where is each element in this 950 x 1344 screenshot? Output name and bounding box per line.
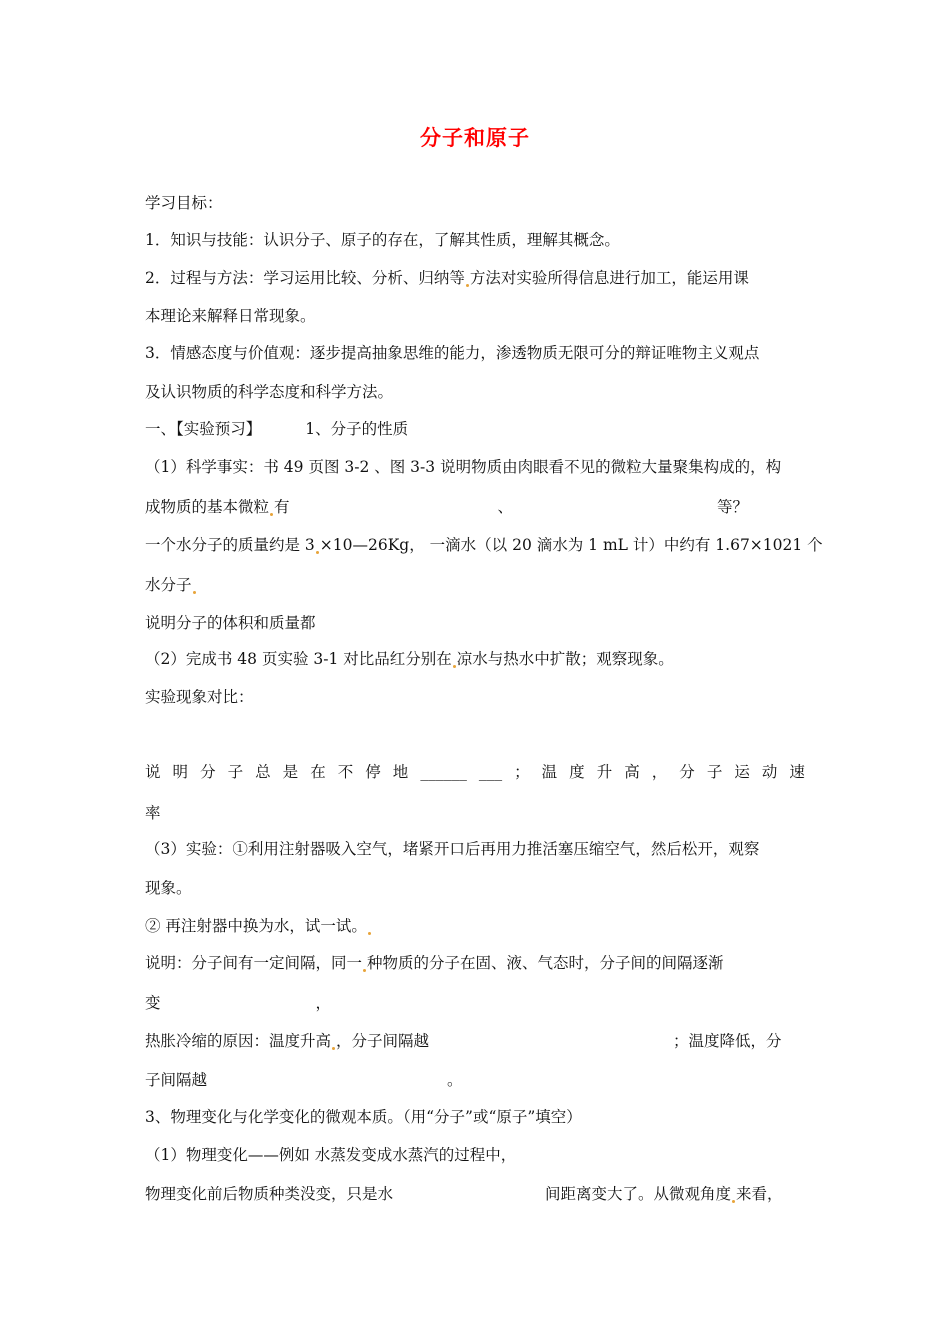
thermal-expansion: 热胀冷缩的原因：温度升高 ，分子间隔越 ；温度降低，分 xyxy=(145,1032,782,1050)
goal-process: 2．过程与方法：学习运用比较、分析、归纳等 方法对实验所得信息进行加工，能运用课 xyxy=(145,269,749,287)
section-preview-heading: 一、【实验预习】 1、分子的性质 xyxy=(145,420,409,438)
water-molecule-end: 水分子 xyxy=(145,575,197,595)
phenomenon-comparison: 实验现象对比： xyxy=(145,688,254,706)
annotation-mark xyxy=(193,591,196,594)
goal-attitude: 3．情感态度与价值观：逐步提高抽象思维的能力，渗透物质无限可分的辩证唯物主义观点 xyxy=(145,344,760,362)
annotation-mark xyxy=(368,932,371,935)
fact-line: （1）科学事实：书 49 页图 3-2 、图 3-3 说明物质由肉眼看不见的微粒大量聚集构成的，构 xyxy=(145,458,782,476)
physical-change-explanation: 物理变化前后物质种类没变，只是水 间距离变大了。从微观角度 来看， xyxy=(145,1185,783,1203)
experiment-3-1: （2）完成书 48 页实验 3-1 对比品红分别在 凉水与热水中扩散；观察现象。 xyxy=(145,650,674,668)
gap-explanation-cont: 变 ， xyxy=(145,994,332,1012)
thermal-expansion-cont: 子间隔越 。 xyxy=(145,1071,463,1089)
page-title: 分子和原子 xyxy=(420,125,530,150)
motion-conclusion: 说 明 分 子 总 是 在 不 停 地 ______ ___ ； 温 度 升 高 ， 分 子 运 动 速 xyxy=(145,763,805,781)
goal-knowledge: 1．知识与技能：认识分子、原子的存在，了解其性质，理解其概念。 xyxy=(145,231,620,249)
experiment-water: ② 再注射器中换为水，试一试。 xyxy=(145,916,372,936)
learning-goals-heading: 学习目标： xyxy=(145,194,223,212)
annotation-mark xyxy=(316,551,319,554)
annotation-mark xyxy=(363,969,366,972)
particles-question: 成物质的基本微粒 有 、 等？ xyxy=(145,498,749,516)
gap-explanation: 说明：分子间有一定间隔，同一 种物质的分子在固、液、气态时，分子间的间隔逐渐 xyxy=(145,954,724,972)
goal-attitude-cont: 及认识物质的科学态度和科学方法。 xyxy=(145,383,394,401)
annotation-mark xyxy=(732,1200,735,1203)
annotation-mark xyxy=(270,513,273,516)
annotation-mark xyxy=(332,1047,335,1050)
experiment-syringe-cont: 现象。 xyxy=(145,879,192,897)
size-mass-conclusion: 说明分子的体积和质量都 xyxy=(145,614,316,632)
motion-conclusion-cont: 率 xyxy=(145,804,161,822)
physical-change-example: （1）物理变化——例如 水蒸发变成水蒸汽的过程中， xyxy=(145,1146,517,1164)
annotation-mark xyxy=(466,284,469,287)
experiment-syringe: （3）实验：①利用注射器吸入空气，堵紧开口后再用力推活塞压缩空气，然后松开，观察 xyxy=(145,840,760,858)
goal-process-cont: 本理论来解释日常现象。 xyxy=(145,307,316,325)
section-3-heading: 3、物理变化与化学变化的微观本质。（用“分子”或“原子”填空） xyxy=(145,1108,582,1126)
annotation-mark xyxy=(453,665,456,668)
water-molecule-mass: 一个水分子的质量约是 3 ×10—26Kg， 一滴水（以 20 滴水为 1 mL 计）中约有 1.67×1021 个 xyxy=(145,536,823,554)
